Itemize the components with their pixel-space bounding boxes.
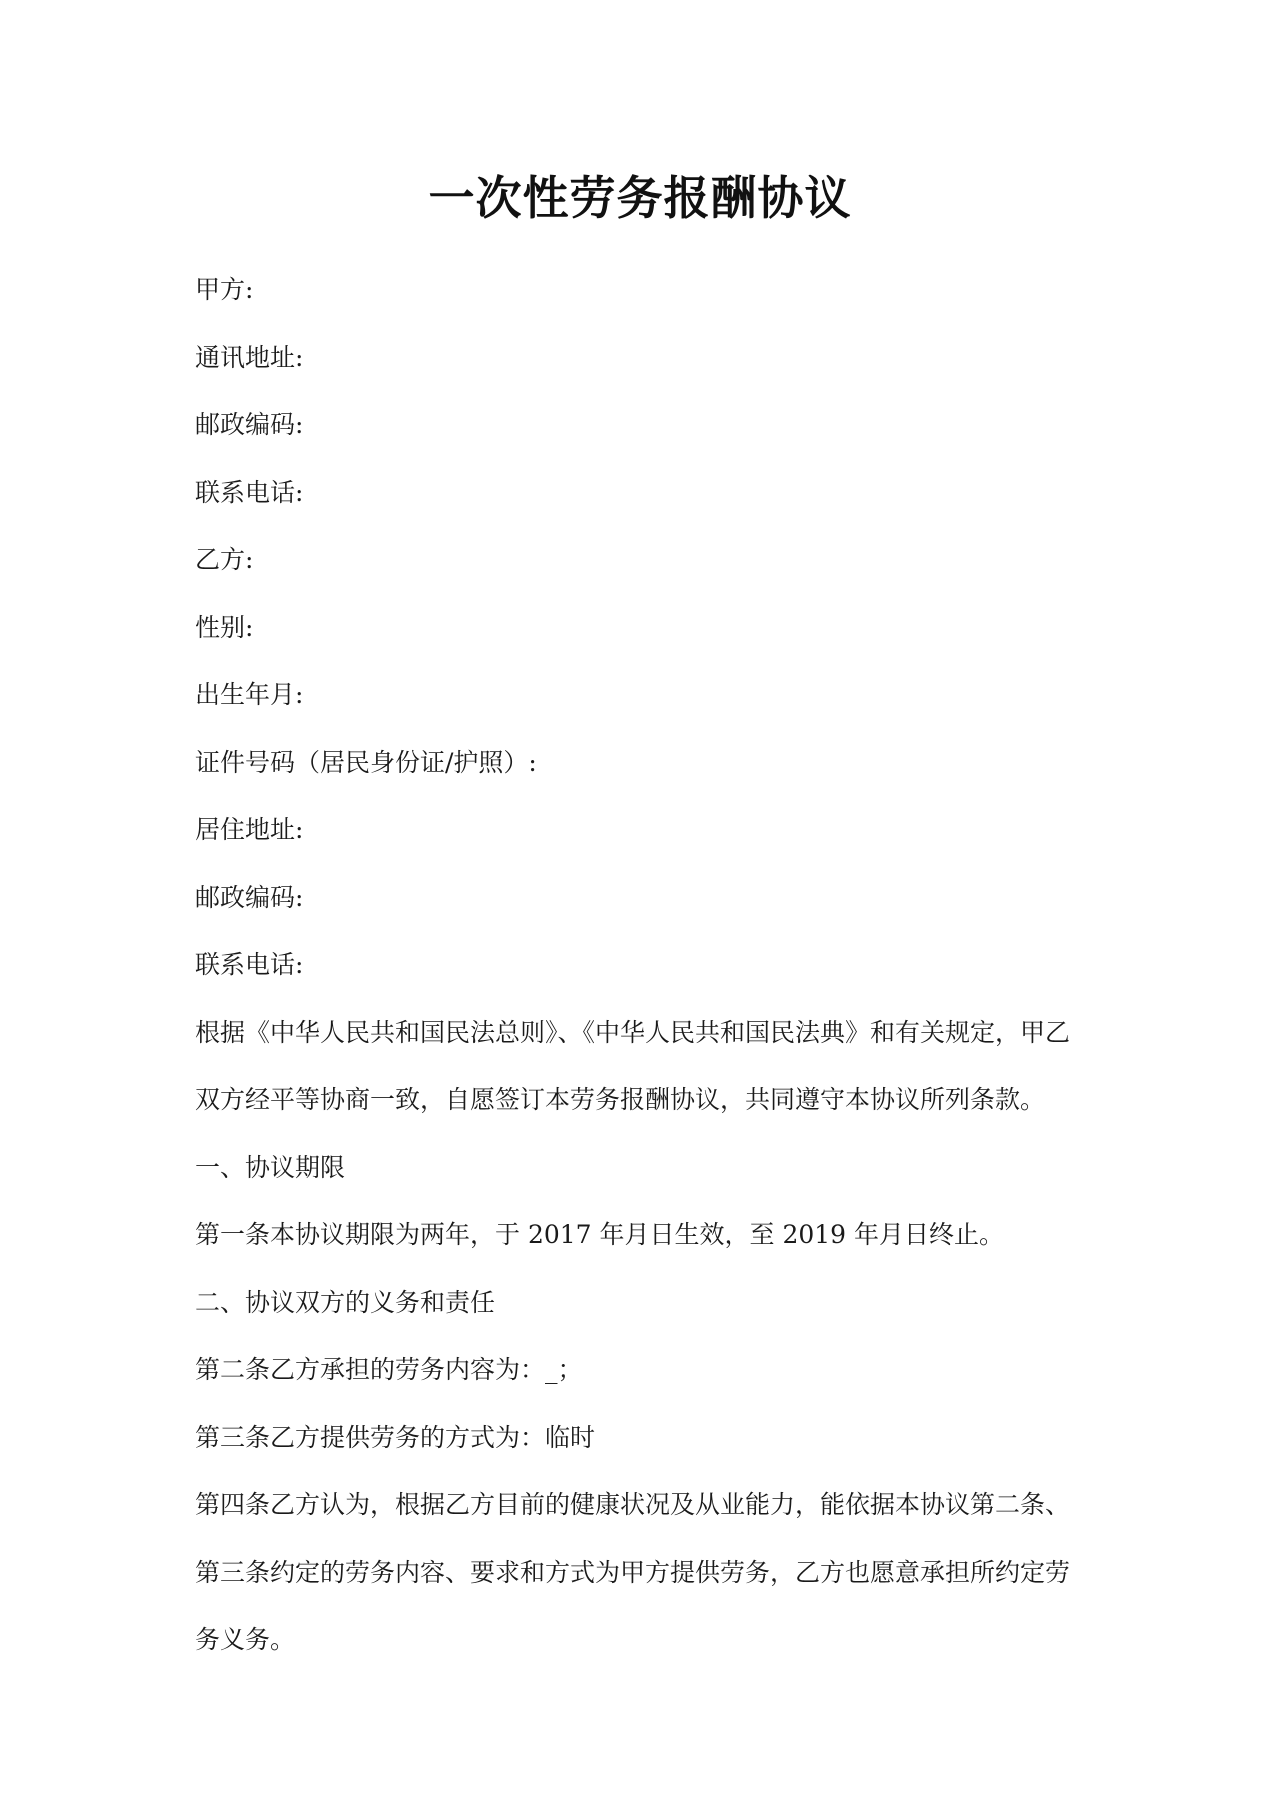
- field-party-b: 乙方:: [195, 545, 254, 574]
- article-4-line-1: 第四条乙方认为，根据乙方目前的健康状况及从业能力，能依据本协议第二条、: [195, 1490, 1071, 1519]
- field-party-a-address: 通讯地址:: [195, 342, 304, 372]
- article-4-line-2: 第三条约定的劳务内容、要求和方式为甲方提供劳务，乙方也愿意承担所约定劳: [195, 1557, 1071, 1587]
- field-party-b-id-number: 证件号码（居民身份证/护照）:: [195, 747, 537, 777]
- field-party-a-postcode: 邮政编码:: [195, 410, 304, 439]
- preamble-line-2: 双方经平等协商一致，自愿签订本劳务报酬协议，共同遵守本协议所列条款。: [195, 1085, 1046, 1114]
- field-party-a-phone: 联系电话:: [195, 477, 304, 507]
- field-party-b-birth: 出生年月:: [195, 680, 304, 709]
- article-1: 第一条本协议期限为两年，于 2017 年月日生效，至 2019 年月日终止。: [195, 1220, 1005, 1249]
- preamble-line-1: 根据《中华人民共和国民法总则》、《中华人民共和国民法典》和有关规定，甲乙: [195, 1017, 1071, 1047]
- document-title: 一次性劳务报酬协议: [428, 171, 852, 225]
- field-party-b-postcode: 邮政编码:: [195, 882, 304, 912]
- field-party-b-address: 居住地址:: [195, 815, 304, 844]
- field-party-b-gender: 性别:: [195, 612, 254, 642]
- article-4-line-3: 务义务。: [195, 1625, 296, 1654]
- field-party-a: 甲方:: [195, 275, 254, 304]
- field-party-b-phone: 联系电话:: [195, 950, 304, 979]
- article-3: 第三条乙方提供劳务的方式为：临时: [195, 1422, 596, 1452]
- article-2: 第二条乙方承担的劳务内容为：_；: [195, 1355, 583, 1384]
- document-body: [195, 265, 1095, 1683]
- section-heading-duties: 二、协议双方的义务和责任: [195, 1287, 496, 1317]
- section-heading-term: 一、协议期限: [195, 1152, 346, 1182]
